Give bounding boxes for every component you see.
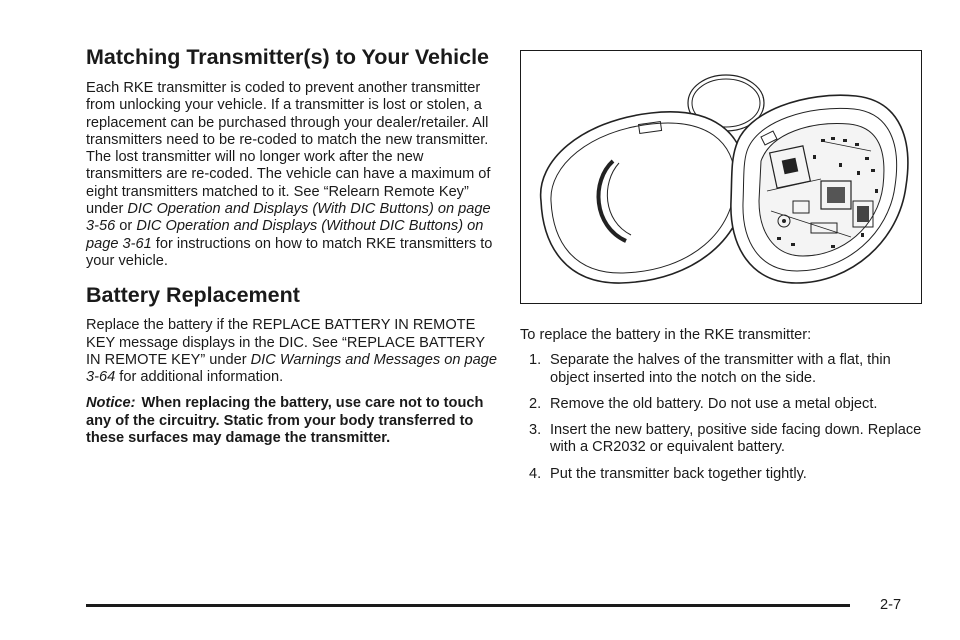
page-number: 2-7 bbox=[880, 597, 902, 613]
open-transmitter-drawing bbox=[521, 51, 922, 304]
right-column bbox=[520, 50, 924, 492]
transmitter-left-half bbox=[541, 112, 746, 283]
step-item: 1. Separate the halves of the transmitter with a flat, thin object inserted into the notch on the side. bbox=[529, 352, 891, 386]
steps-intro: To replace the battery in the RKE transmitter: bbox=[520, 327, 812, 343]
step-item: 4. Put the transmitter back together tightly. bbox=[529, 465, 807, 482]
step-item: 2. Remove the old battery. Do not use a metal object. bbox=[529, 395, 878, 412]
transmitter-illustration bbox=[520, 50, 922, 304]
link-dic-with-buttons[interactable]: DIC Operation and Displays (With DIC Buttons) on page 3-56 bbox=[86, 201, 491, 235]
heading-battery-replacement: Battery Replacement bbox=[86, 283, 300, 308]
notice-text: When replacing the battery, use care not to touch any of the circuitry. Static from your body transferred to these surfaces may damage the transmitter. bbox=[86, 395, 484, 447]
footer-rule bbox=[86, 604, 850, 607]
paragraph-battery: Replace the battery if the REPLACE BATTERY IN REMOTE KEY message displays in the DIC. See “REPLACE BATTERY IN REMOTE KEY” under DIC Warnings and Messages on page 3-64 for additional information. bbox=[86, 317, 497, 386]
heading-matching-transmitters: Matching Transmitter(s) to Your Vehicle bbox=[86, 45, 490, 69]
battery-steps-list bbox=[520, 352, 924, 483]
left-column bbox=[86, 44, 498, 456]
notice-label: Notice: bbox=[86, 395, 136, 412]
link-dic-warnings[interactable]: DIC Warnings and Messages on page 3-64 bbox=[86, 351, 497, 386]
step-item: 3. Insert the new battery, positive side facing down. Replace with a CR2032 or equivalent battery. bbox=[529, 422, 922, 456]
notice-paragraph bbox=[86, 395, 498, 447]
paragraph-matching: Each RKE transmitter is coded to prevent another transmitter from unlocking your vehicle. If a transmitter is lost or stolen, a replacement can be purchased through your dealer/retailer. All transmitters need to be re-coded to match the new transmitter. The lost transmitter will no longer work after the new transmitters are re-coded. The vehicle can have a maximum of eight transmitters matched to it. See “Relearn Remote Key” under DIC Operation and Displays (With DIC Buttons) on page 3-56 or DIC Operation and Displays (Without DIC Buttons) on page 3-61 for instructions on how to match RKE transmitters to your vehicle. bbox=[86, 80, 493, 269]
link-dic-without-buttons[interactable]: DIC Operation and Displays (Without DIC Buttons) on page 3-61 bbox=[86, 218, 484, 252]
